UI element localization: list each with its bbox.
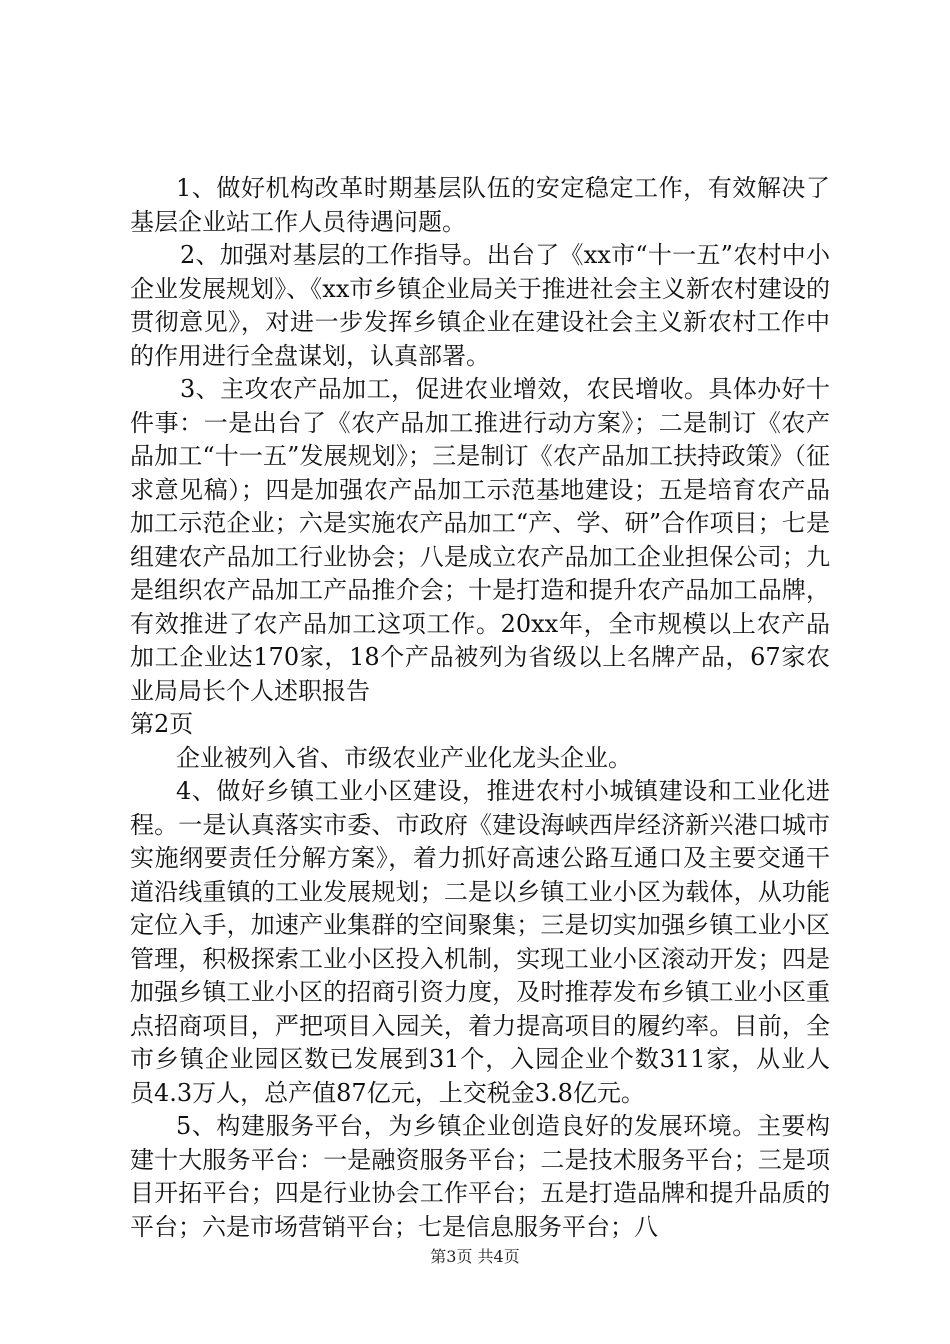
paragraph-4: 4、做好乡镇工业小区建设，推进农村小城镇建设和工业化进程。一是认真落实市委、市政府《建设海峡西岸经济新兴港口城市实施纲要责任分解方案》，着力抓好高速公路互通口及主要交通干道沿线重镇的工业发展规划；二是以乡镇工业小区为载体，从功能定位入手，加速产业集群的空间聚集；三是切实加强乡镇工业小区管理，积极探索工业小区投入机制，实现工业小区滚动开发；四是加强乡镇工业小区的招商引资力度，及时推荐发布乡镇工业小区重点招商项目，严把项目入园关，着力提高项目的履约率。目前，全市乡镇企业园区数已发展到31个，入园企业个数311家，从业人员4.3万人，总产值87亿元，上交税金3.8亿元。: [130, 777, 830, 1107]
paragraph-continuation: 企业被列入省、市级农业产业化龙头企业。: [176, 743, 632, 772]
paragraph-2: 2、加强对基层的工作指导。出台了《xx市“十一五”农村中小企业发展规划》、《xx市乡镇企业局关于推进社会主义新农村建设的贯彻意见》，对进一步发挥乡镇企业在建设社会主义新农村工作中的作用进行全盘谋划，认真部署。: [130, 241, 830, 370]
page-marker: 第2页: [130, 710, 194, 738]
paragraph-1: 1、做好机构改革时期基层队伍的安定稳定工作，有效解决了基层企业站工作人员待遇问题。: [130, 174, 830, 236]
page-footer: 第3页 共4页: [430, 1247, 520, 1266]
paragraph-3: 3、主攻农产品加工，促进农业增效，农民增收。具体办好十件事：一是出台了《农产品加工推进行动方案》；二是制订《农产品加工“十一五”发展规划》；三是制订《农产品加工扶持政策》（征求意见稿）；四是加强农产品加工示范基地建设；五是培育农产品加工示范企业；六是实施农产品加工“产、学、研”合作项目；七是组建农产品加工行业协会；八是成立农产品加工企业担保公司；九是组织农产品加工产品推介会；十是打造和提升农产品加工品牌，有效推进了农产品加工这项工作。20xx年，全市规模以上农产品加工企业达170家，18个产品被列为省级以上名牌产品，67家农业局局长个人述职报告: [130, 375, 830, 705]
paragraph-5: 5、构建服务平台，为乡镇企业创造良好的发展环境。主要构建十大服务平台：一是融资服务平台；二是技术服务平台；三是项目开拓平台；四是行业协会工作平台；五是打造品牌和提升品质的平台；六是市场营销平台；七是信息服务平台；八: [130, 1112, 830, 1241]
document-body: [130, 172, 830, 1244]
